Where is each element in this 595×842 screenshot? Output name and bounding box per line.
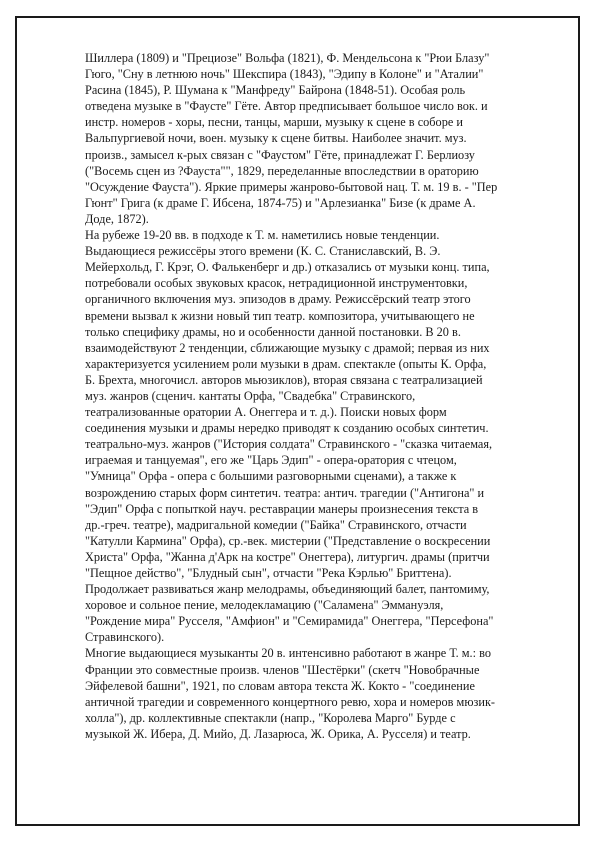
text-line: Христа" Орфа, "Жанна д'Арк на костре" Онеггера), литургич. драмы (притчи <box>85 549 490 564</box>
text-line: античной трагедии и современного концертного ревю, хора и номеров мюзик- <box>85 694 496 709</box>
text-line: др.-греч. театре), мадригальной комедии ("Байка" Стравинского, отчасти <box>85 517 467 532</box>
text-line: взаимодействуют 2 тенденции, сближающие музыку с драмой; первая из них <box>85 340 490 355</box>
text-line: Гюнт" Грига (к драме Г. Ибсена, 1874-75) и "Арлезианка" Бизе (к драме А. <box>85 195 476 210</box>
text-line: Франции это совместные произв. членов "Шестёрки" (скетч "Новобрачные <box>85 662 480 677</box>
text-line: "Эдип" Орфа с попыткой науч. реставрации манеры произнесения текста в <box>85 501 479 516</box>
text-line: хоровое и сольное пение, мелодекламацию ("Саламена" Эммануэля, <box>85 598 444 613</box>
text-line: Вальпургиевой ночи, воен. музыку к сцене битвы. Наиболее значит. муз. <box>85 131 467 146</box>
text-line: возрождению старых форм синтетич. театра: антич. трагедии ("Антигона" и <box>85 485 485 500</box>
text-line: Доде, 1872). <box>85 211 149 226</box>
text-line: произв., замысел к-рых связан с "Фаустом" Гёте, принадлежат Г. Берлиозу <box>85 147 475 162</box>
text-line: Шиллера (1809) и "Прециозе" Вольфа (1821), Ф. Мендельсона к "Рюи Блазу" <box>85 51 490 65</box>
text-line: музыкой Ж. Ибера, Д. Мийо, Д. Лазарюса, Ж. Орика, А. Русселя) и театр. <box>85 726 471 741</box>
text-line: муз. жанров (сценич. кантаты Орфа, "Свадебка" Стравинского, <box>85 388 416 403</box>
text-line: Продолжает развиваться жанр мелодрамы, объединяющий балет, пантомиму, <box>85 582 490 597</box>
document-text <box>85 50 555 742</box>
text-line: соединения музыки и драмы нередко приводят к созданию особых синтетич. <box>85 421 489 436</box>
text-line: Стравинского). <box>85 630 165 645</box>
text-line: играемая и танцуемая", его же "Царь Эдип" - опера-оратория с чтецом, <box>85 453 457 468</box>
text-line: Эйфелевой башни", 1921, по словам автора текста Ж. Кокто - "соединение <box>85 678 475 693</box>
text-line: Выдающиеся режиссёры этого времени (К. С. Станиславский, В. Э. <box>85 244 441 259</box>
text-line: инстр. номеров - хоры, песни, танцы, марши, музыку к сцене в соборе и <box>85 115 463 130</box>
text-line: органичного включения муз. эпизодов в драму. Режиссёрский театр этого <box>85 292 471 307</box>
text-line: потребовали особых звуковых красок, нетрадиционной инструментовки, <box>85 276 468 291</box>
text-line: Мейерхольд, Г. Крэг, О. Фалькенберг и др.) отказались от музыки конц. типа, <box>85 260 490 275</box>
text-line: Гюго, "Сну в летнюю ночь" Шекспира (1843), "Эдипу в Колоне" и "Аталии" <box>85 67 484 82</box>
text-line: "Умница" Орфа - опера с большими разговорными сценами), а также к <box>85 469 457 484</box>
text-line: отведена музыке в "Фаусте" Гёте. Автор предписывает большое число вок. и <box>85 99 488 114</box>
text-line: Б. Брехта, многочисл. авторов мьюзиклов), вторая связана с театрализацией <box>85 372 483 387</box>
text-line: театрально-муз. жанров ("История солдата" Стравинского - "сказка читаемая, <box>85 437 493 452</box>
text-line: "Катулли Кармина" Орфа), ср.-век. мистерии ("Представление о воскресении <box>85 533 491 548</box>
text-line: времени вызвал к жизни новый тип театр. композитора, учитывающего не <box>85 308 475 323</box>
text-line: ("Восемь сцен из ?Фауста"", 1829, переделанные впоследствии в ораторию <box>85 163 479 178</box>
text-line: театрализованные оратории А. Онеггера и т. д.). Поиски новых форм <box>85 405 447 420</box>
text-line: холла"), др. коллективные спектакли (напр., "Королева Марго" Бурде с <box>85 710 456 725</box>
text-line: "Рождение мира" Русселя, "Амфион" и "Семирамида" Онеггера, "Персефона" <box>85 614 494 629</box>
text-line: Многие выдающиеся музыканты 20 в. интенсивно работают в жанре Т. м.: во <box>85 646 491 661</box>
text-line: только специфику драмы, но и особенности данной постановки. В 20 в. <box>85 324 461 339</box>
text-line: Расина (1845), Р. Шумана к "Манфреду" Байрона (1848-51). Особая роль <box>85 83 466 98</box>
text-line: характеризуется усилением роли музыки в драм. спектакле (опыты К. Орфа, <box>85 356 487 371</box>
text-line: "Пещное действо", "Блудный сын", отчасти "Река Кэрлью" Бриттена). <box>85 566 452 580</box>
text-line: На рубеже 19-20 вв. в подходе к Т. м. наметились новые тенденции. <box>85 228 440 243</box>
text-line: "Осуждение Фауста"). Яркие примеры жанрово-бытовой нац. Т. м. 19 в. - "Пер <box>85 179 498 194</box>
